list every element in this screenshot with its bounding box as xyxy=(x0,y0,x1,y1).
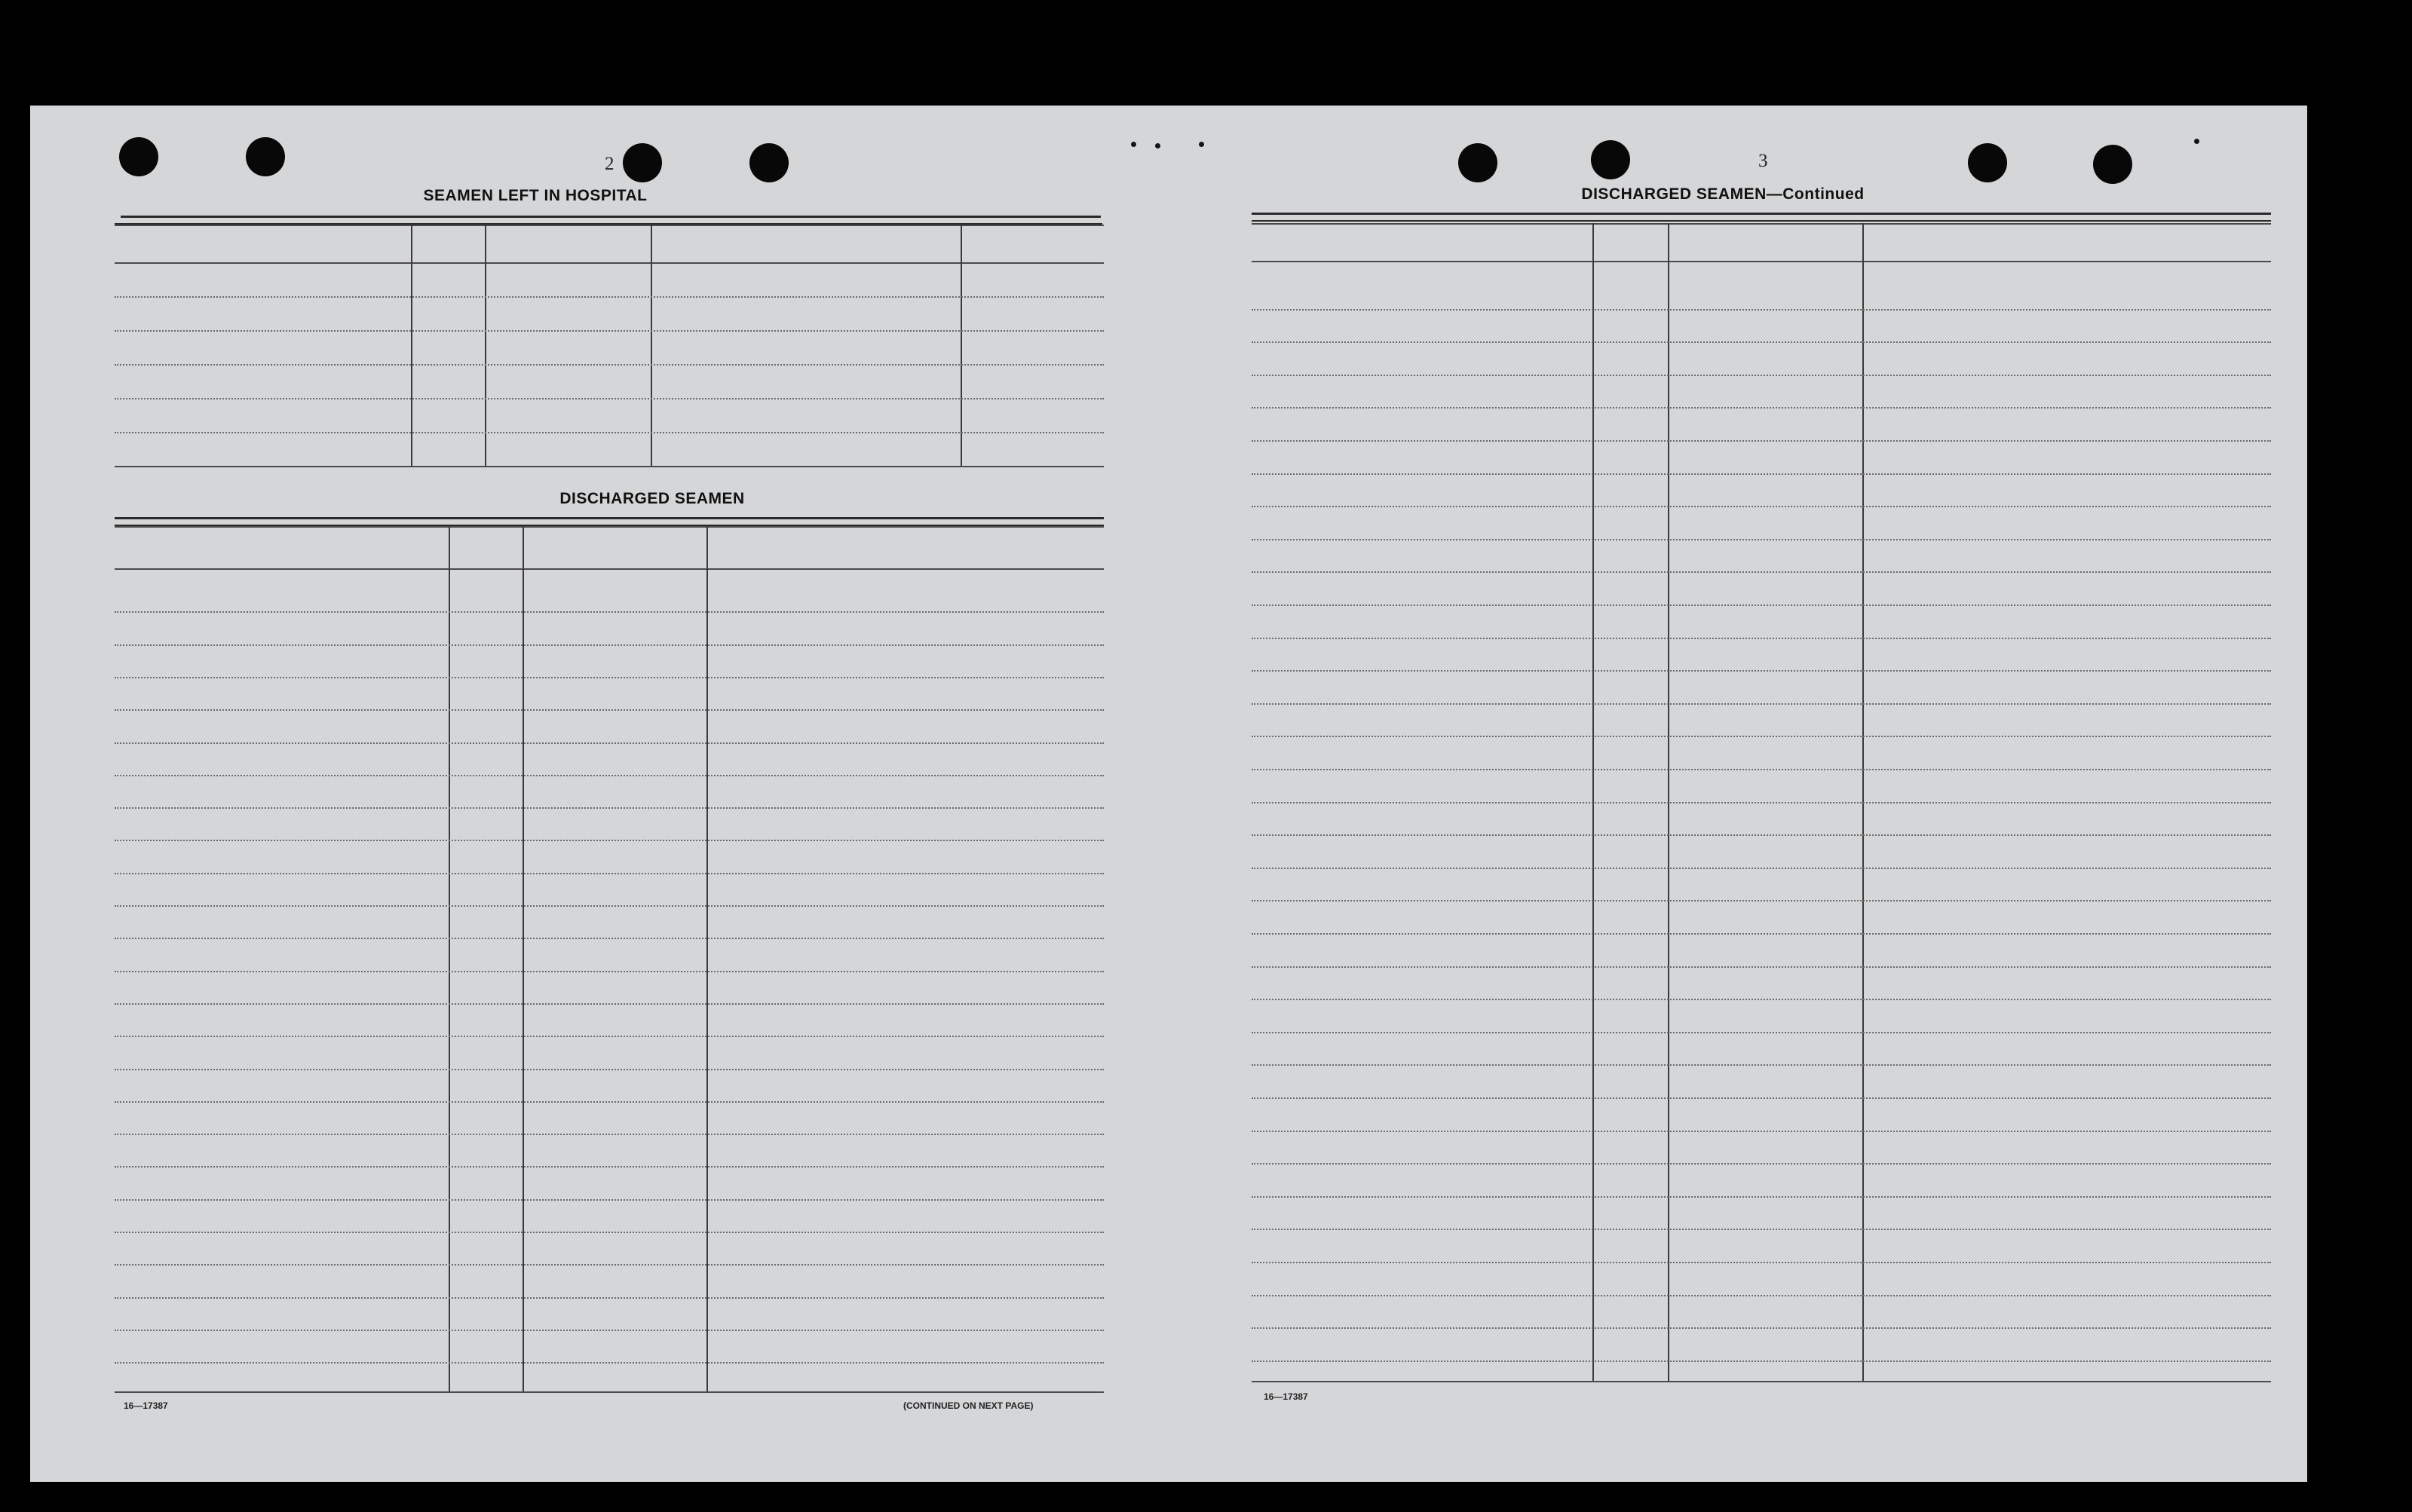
column-divider xyxy=(411,225,412,466)
ruled-line xyxy=(115,709,1104,711)
ruled-line xyxy=(115,364,1104,366)
ruled-line xyxy=(1252,703,2271,705)
ruled-line xyxy=(115,742,1104,744)
ruled-line xyxy=(115,644,1104,646)
table-rule xyxy=(115,225,1104,226)
ruled-line xyxy=(1252,834,2271,836)
ruled-line xyxy=(115,1069,1104,1070)
ruled-line xyxy=(1252,407,2271,409)
ruled-line xyxy=(1252,933,2271,935)
ruled-line xyxy=(115,1134,1104,1135)
ruled-line xyxy=(115,1101,1104,1103)
hospital-section-title: SEAMEN LEFT IN HOSPITAL xyxy=(423,187,648,204)
section-rule xyxy=(1252,220,2271,222)
ruled-line xyxy=(115,775,1104,776)
discharged-continued-title: DISCHARGED SEAMEN—Continued xyxy=(1581,185,1865,203)
ruled-line xyxy=(1252,1131,2271,1132)
page-number: 3 xyxy=(1758,151,1768,171)
column-divider xyxy=(961,225,962,466)
ruled-line xyxy=(1252,966,2271,968)
table-rule xyxy=(115,262,1104,264)
column-divider xyxy=(523,526,524,1391)
ruled-line xyxy=(115,398,1104,399)
punch-hole xyxy=(246,137,285,176)
column-divider xyxy=(651,225,652,466)
ruled-line xyxy=(115,1166,1104,1168)
form-number: 16—17387 xyxy=(1264,1391,1308,1402)
table-rule xyxy=(115,526,1104,528)
ruled-line xyxy=(1252,868,2271,869)
ruled-line xyxy=(1252,1196,2271,1198)
column-divider xyxy=(449,526,450,1391)
ruled-line xyxy=(1252,539,2271,540)
discharged-section-title: DISCHARGED SEAMEN xyxy=(559,490,745,507)
ruled-line xyxy=(1252,736,2271,737)
ruled-line xyxy=(115,1362,1104,1364)
table-rule xyxy=(1252,1381,2271,1382)
ruled-line xyxy=(115,905,1104,907)
section-rule xyxy=(115,517,1104,519)
ruled-line xyxy=(115,1232,1104,1233)
ruled-line xyxy=(1252,506,2271,507)
ruled-line xyxy=(1252,375,2271,376)
ruled-line xyxy=(1252,1064,2271,1066)
ruled-line xyxy=(1252,1229,2271,1230)
ruled-line xyxy=(1252,309,2271,311)
ruled-line xyxy=(115,1199,1104,1201)
ruled-line xyxy=(1252,604,2271,606)
continued-note: (CONTINUED ON NEXT PAGE) xyxy=(903,1400,1034,1411)
table-rule xyxy=(115,1391,1104,1393)
punch-hole xyxy=(1968,143,2007,182)
ruled-line xyxy=(115,840,1104,841)
ruled-line xyxy=(1252,638,2271,639)
ruled-line xyxy=(1252,440,2271,442)
ruled-line xyxy=(115,1264,1104,1266)
table-rule xyxy=(1252,261,2271,262)
table-rule xyxy=(115,466,1104,467)
ruled-line xyxy=(1252,1163,2271,1165)
punch-hole xyxy=(1458,143,1497,182)
ruled-line xyxy=(1252,1262,2271,1263)
ruled-line xyxy=(115,1036,1104,1037)
ruled-line xyxy=(115,432,1104,433)
ruled-line xyxy=(115,611,1104,613)
page-number: 2 xyxy=(605,154,614,174)
ruled-line xyxy=(115,1003,1104,1005)
ruled-line xyxy=(115,938,1104,939)
ink-speck xyxy=(1155,143,1160,148)
ink-speck xyxy=(1199,142,1204,147)
punch-hole xyxy=(749,143,789,182)
ruled-line xyxy=(115,807,1104,809)
ruled-line xyxy=(1252,473,2271,475)
table-rule xyxy=(115,568,1104,570)
ruled-line xyxy=(115,971,1104,972)
ruled-line xyxy=(1252,1360,2271,1362)
ruled-line xyxy=(1252,1032,2271,1033)
punch-hole xyxy=(623,143,662,182)
punch-hole xyxy=(1591,140,1630,179)
ruled-line xyxy=(1252,900,2271,901)
ruled-line xyxy=(115,296,1104,298)
ruled-line xyxy=(1252,1295,2271,1296)
ruled-line xyxy=(1252,769,2271,770)
ruled-line xyxy=(115,330,1104,332)
section-rule xyxy=(1252,213,2271,215)
table-rule xyxy=(1252,223,2271,225)
ruled-line xyxy=(115,677,1104,678)
ruled-line xyxy=(115,1297,1104,1299)
punch-hole xyxy=(2093,145,2132,184)
column-divider xyxy=(485,225,486,466)
ruled-line xyxy=(1252,571,2271,573)
column-divider xyxy=(706,526,708,1391)
ruled-line xyxy=(115,1330,1104,1331)
section-rule xyxy=(121,216,1101,218)
punch-hole xyxy=(119,137,158,176)
ruled-line xyxy=(115,873,1104,874)
form-number: 16—17387 xyxy=(124,1400,168,1411)
ink-speck xyxy=(1131,142,1136,147)
ruled-line xyxy=(1252,1327,2271,1329)
ink-speck xyxy=(2194,139,2199,144)
ruled-line xyxy=(1252,341,2271,343)
ledger-sheet xyxy=(30,106,2307,1482)
ruled-line xyxy=(1252,999,2271,1000)
ruled-line xyxy=(1252,670,2271,672)
ruled-line xyxy=(1252,1097,2271,1099)
ruled-line xyxy=(1252,802,2271,803)
